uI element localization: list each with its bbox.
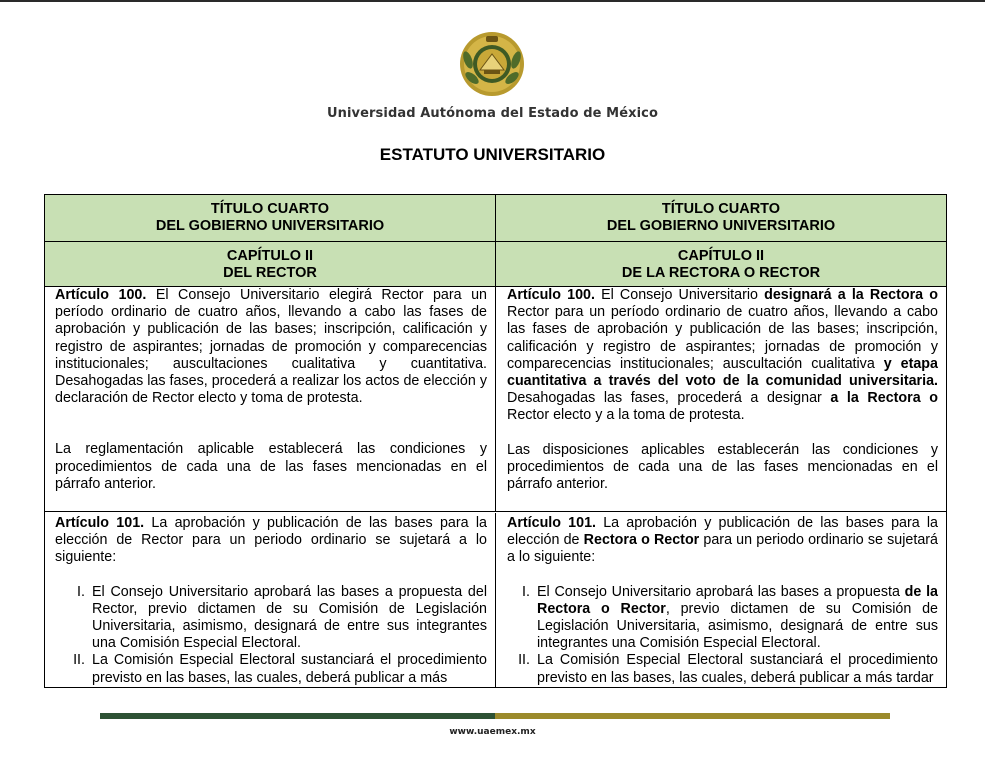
article-100-paragraph-2: Las disposiciones aplicables establecerán las condiciones y procedimientos de cada una de las fases mencionadas en el párrafo anterior. [507, 441, 938, 493]
article-101-right [496, 513, 946, 688]
list-text [537, 584, 938, 653]
chapter-cell-left [45, 242, 496, 286]
chapter-subline: DE LA RECTORA O RECTOR [621, 265, 821, 281]
text-run: , previo dictamen de su Comisión de Legislación Universitaria, asimismo, designará de entre sus integrantes una Comisión Especial Electoral. [537, 600, 939, 652]
list-number: II. [73, 652, 85, 669]
text-run: Rector para un período ordinario de cuatro años, llevando a cabo las fases de aprobación y publicación de las bases; inscripción, calificación y registro de aspirantes; jornadas de promoción y comparecencias institucionales; auscultación cualitativa [507, 304, 938, 372]
text-run: El Consejo Universitario aprobará las bases a propuesta [537, 583, 905, 600]
title-subline: DEL GOBIERNO UNIVERSITARIO [155, 218, 385, 234]
article-label: Artículo 100. [507, 287, 595, 303]
article-101-paragraph [55, 515, 487, 567]
top-border-line [0, 0, 985, 2]
list-item [55, 584, 487, 653]
text-run: Rector electo y a la toma de protesta. [507, 407, 745, 424]
article-label: Artículo 101. [55, 515, 145, 531]
list-number: I. [77, 583, 85, 600]
bold-run: designará a la Rectora o [764, 287, 938, 303]
title-line: TÍTULO CUARTO [661, 201, 781, 217]
list-number: II. [518, 652, 530, 669]
article-100-row [45, 287, 946, 512]
footer-bar-green [100, 713, 495, 719]
bold-run: y etapa cuantitativa a través del voto de la comunidad universitaria. [507, 355, 938, 390]
chapter-line: CAPÍTULO II [677, 248, 765, 264]
university-seal-icon [458, 30, 526, 98]
title-line: TÍTULO CUARTO [210, 201, 330, 217]
bold-run: a la Rectora o [830, 390, 938, 407]
title-subline: DEL GOBIERNO UNIVERSITARIO [606, 218, 836, 234]
footer-bar-gold [495, 713, 890, 719]
article-100-paragraph [55, 287, 487, 407]
article-100-right [496, 287, 946, 511]
university-name: Universidad Autónoma del Estado de México [326, 106, 659, 121]
article-100-paragraph [507, 287, 938, 425]
list-item [507, 584, 938, 653]
article-101-row [45, 513, 946, 688]
text-run: La aprobación y publicación de las bases para la elección de [507, 515, 938, 549]
list-text: El Consejo Universitario aprobará las bases a propuesta del Rector, previo dictamen de su Comisión de Legislación Universitaria, asimismo, designará de entre sus integrantes una Comisión Especial Electoral. [92, 583, 487, 652]
article-100-paragraph-2: La reglamentación aplicable establecerá las condiciones y procedimientos de cada una de las fases mencionadas en el párrafo anterior. [55, 441, 487, 492]
article-text: El Consejo Universitario elegirá Rector para un período ordinario de cuatro años, llevando a cabo las fases de aprobación y publicación de las bases; inscripción, calificación y registro de aspirantes; jornadas de promoción y comparecencias institucionales; auscultaciones cualitativa y cuantitativa. Desahogadas las fases, procederá a realizar los actos de elección y declaración de Rector electo y toma de protesta. [55, 287, 488, 407]
title-cell-right [496, 195, 946, 241]
document-title: ESTATUTO UNIVERSITARIO [379, 145, 606, 164]
chapter-line: CAPÍTULO II [226, 248, 314, 264]
chapter-subline: DEL RECTOR [223, 265, 317, 281]
footer-url: www.uaemex.mx [449, 727, 536, 737]
list-number: I. [522, 583, 530, 600]
comparison-table [44, 194, 947, 688]
list-text: La Comisión Especial Electoral sustanciará el procedimiento previsto en las bases, las cuales, deberá publicar a más [92, 652, 487, 686]
list-item [507, 652, 938, 686]
text-run: El Consejo Universitario [594, 287, 765, 303]
chapter-row [45, 242, 946, 287]
article-text: La aprobación y publicación de las bases para la elección de Rector para un periodo ordinario se sujetará a lo siguiente: [55, 515, 488, 566]
bold-run: Rectora o Rector [583, 532, 700, 549]
list-item [55, 652, 487, 686]
title-row [45, 195, 946, 242]
title-cell-left [45, 195, 496, 241]
chapter-cell-right [496, 242, 946, 286]
list-text: La Comisión Especial Electoral sustanciará el procedimiento previsto en las bases, las cuales, deberá publicar a más tardar [537, 652, 938, 686]
article-label: Artículo 100. [55, 287, 147, 303]
text-run: Desahogadas las fases, procederá a designar [507, 390, 831, 407]
article-label: Artículo 101. [507, 515, 597, 531]
bold-run: de la Rectora o Rector [537, 583, 938, 617]
article-101-left [45, 513, 496, 688]
text-run: para un periodo ordinario se sujetará a lo siguiente: [507, 532, 938, 566]
article-101-paragraph [507, 515, 938, 567]
article-101-list [507, 584, 938, 687]
article-100-left [45, 287, 496, 511]
article-101-list [55, 584, 487, 687]
